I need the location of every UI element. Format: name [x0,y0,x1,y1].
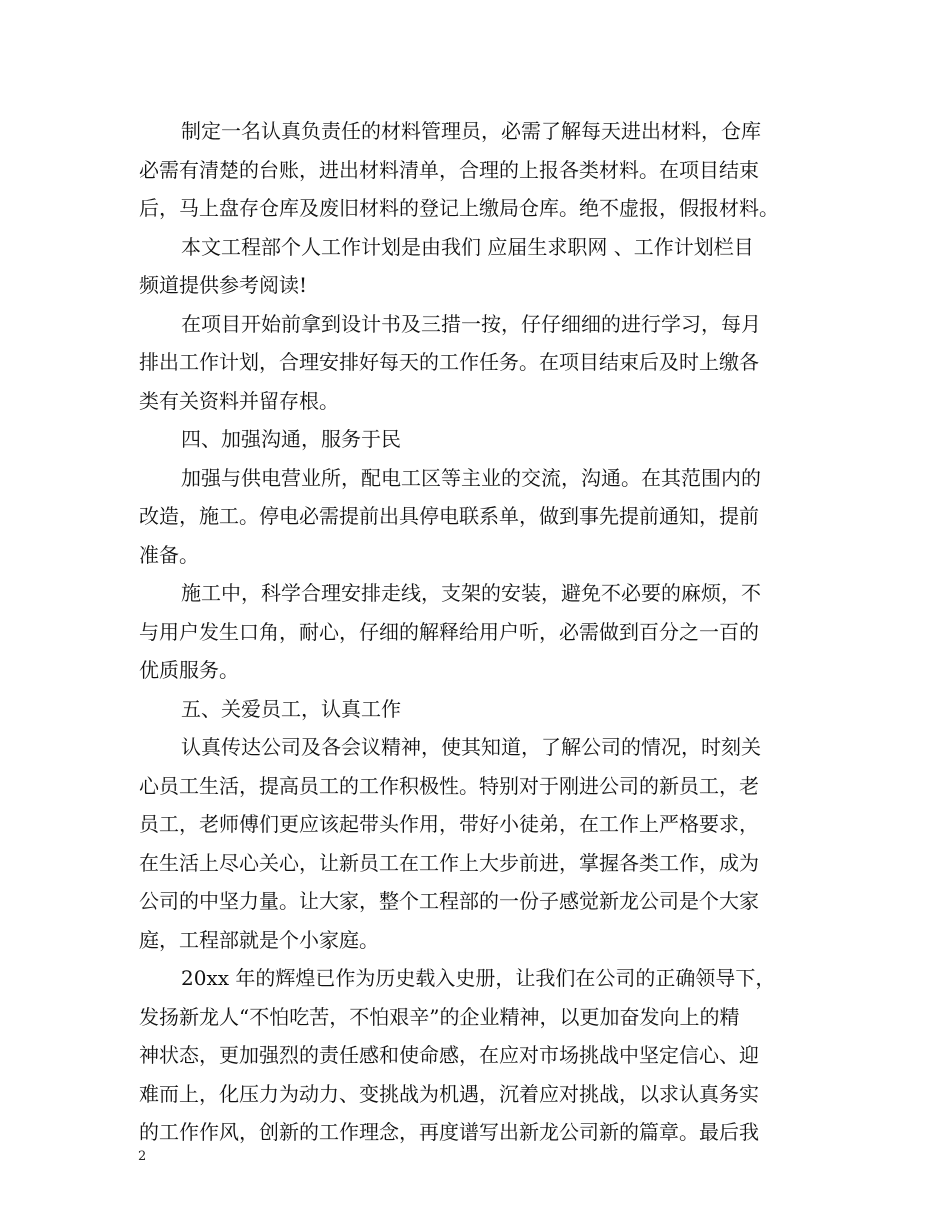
text-line: 类有关资料并留存根。 [139,388,339,413]
text-line: 20xx 年的辉煌已作为历史载入史册，让我们在公司的正确领导下， [181,966,776,990]
text-line: 员工，老师傅们更应该起带头作用，带好小徒弟，在工作上严格要求， [139,812,759,836]
text-line: 在项目开始前拿到设计书及三措一按，仔仔细细的进行学习，每月 [181,311,761,336]
text-line: 神状态，更加强烈的责任感和使命感，在应对市场挑战中坚定信心、迎 [139,1043,759,1067]
body-text [139,112,829,1152]
text-line: 加强与供电营业所，配电工区等主业的交流，沟通。在其范围内的 [181,465,761,490]
text-line: 心员工生活，提高员工的工作积极性。特别对于刚进公司的新员工，老 [139,773,759,798]
text-line: 公司的中坚力量。让大家，整个工程部的一份子感觉新龙公司是个大家 [139,889,759,913]
text-line: 难而上，化压力为动力、变挑战为机遇，沉着应对挑战，以求认真务实 [139,1081,759,1106]
text-line: 排出工作计划，合理安排好每天的工作任务。在项目结束后及时上缴各 [139,350,759,374]
page-number: 2 [138,1149,147,1164]
text-line: 发扬新龙人“不怕吃苦，不怕艰辛”的企业精神，以更加奋发向上的精 [139,1004,740,1029]
text-line: 与用户发生口角，耐心，仔细的解释给用户听，必需做到百分之一百的 [139,619,759,644]
text-line: 认真传达公司及各会议精神，使其知道，了解公司的情况，时刻关 [181,735,761,759]
section-heading: 五、关爱员工，认真工作 [181,696,401,721]
section-heading: 四、加强沟通，服务于民 [181,427,401,451]
text-line: 改造，施工。停电必需提前出具停电联系单，做到事先提前通知，提前 [139,504,759,528]
text-line: 必需有清楚的台账，进出材料清单，合理的上报各类材料。在项目结束 [139,157,759,182]
text-line: 庭，工程部就是个小家庭。 [139,927,379,952]
text-line: 制定一名认真负责任的材料管理员，必需了解每天进出材料，仓库 [181,119,761,143]
text-line: 优质服务。 [139,658,239,682]
text-line: 在生活上尽心关心，让新员工在工作上大步前进，掌握各类工作，成为 [139,850,759,875]
text-line: 频道提供参考阅读! [139,273,308,297]
text-line: 后，马上盘存仓库及废旧材料的登记上缴局仓库。绝不虚报，假报材料。 [139,196,779,220]
text-line: 施工中，科学合理安排走线，支架的安装，避免不必要的麻烦，不 [181,581,761,605]
text-line: 准备。 [139,542,199,567]
text-line: 本文工程部个人工作计划是由我们 应届生求职网 、工作计划栏目 [181,234,754,259]
text-line: 的工作作风，创新的工作理念，再度谱写出新龙公司新的篇章。最后我 [139,1120,759,1144]
